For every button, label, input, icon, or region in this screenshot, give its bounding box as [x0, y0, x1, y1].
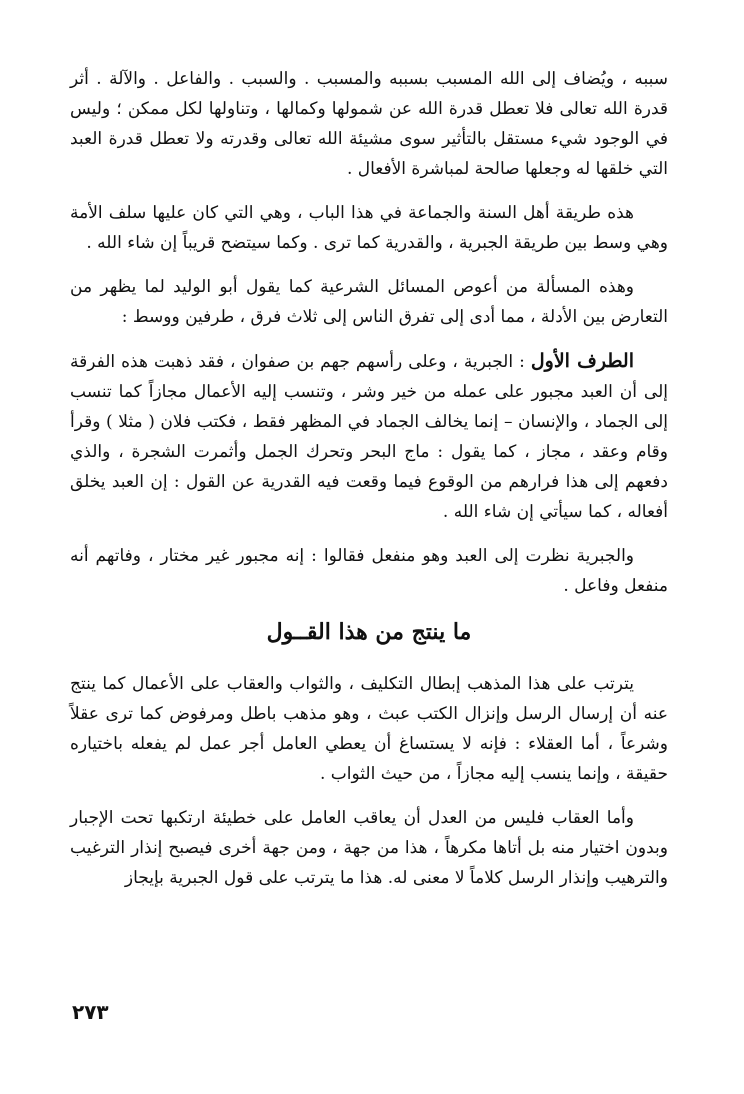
page-number: ٢٧٣ — [72, 1000, 109, 1024]
first-party-lead: الطرف الأول — [530, 350, 634, 372]
paragraph-issue-intro: وهذه المسألة من أعوص المسائل الشرعية كما يقول أبو الوليد لما يظهر من التعارض بين الأدلة ، مما أدى إلى تفرق الناس إلى ثلاث فرق ، طرفين ووسط : — [70, 277, 668, 327]
paragraph-punishment: وأما العقاب فليس من العدل أن يعاقب العامل على خطيئة ارتكبها تحت الإجبار وبدون اختيار منه بل أتاها مكرهاً ، هذا من جهة ، ومن جهة أخرى فيصبح إنذار الترغيب والترهيب وإنذار الرسل كلاماً لا معنى له. هذا ما يترتب على قول الجبرية بإيجاز — [70, 808, 668, 888]
section-heading: ما ينتج من هذا القــول — [266, 619, 472, 645]
document-page — [70, 64, 668, 907]
paragraph-consequences: يترتب على هذا المذهب إبطال التكليف ، والثواب والعقاب على الأعمال كما ينتج عنه أن إرسال الرسل وإنزال الكتب عبث ، وهو مذهب باطل ومرفوض كما ترى عقلاً وشرعاً ، أما العقلاء : فإنه لا يستساغ أن يعطي العامل أجر عمل لم يفعله باختياره حقيقة ، وإنما ينسب إليه مجازاً ، من حيث الثواب . — [70, 674, 668, 784]
paragraph-first-party — [70, 346, 668, 527]
first-party-text: : الجبرية ، وعلى رأسهم جهم بن صفوان ، فقد ذهبت هذه الفرقة إلى أن العبد مجبور على عمله من خير وشر ، وتنسب إليه الأعمال مجازاً كما تنسب إلى الجماد ، والإنسان – إنما يخالف الجماد في المظهر فقط ، فكتب فلان ( مثلا ) وقرأ وقام وعقد ، مجاز ، كما يقول : ماج البحر وتحرك الجمل وأثمرت الشجرة ، والذي دفعهم إلى هذا فرارهم من الوقوع فيما وقعت فيه القدرية عن القول : إن العبد يخلق أفعاله ، كما سيأتي إن شاء الله . — [70, 352, 668, 522]
paragraph-ahl-sunna: هذه طريقة أهل السنة والجماعة في هذا الباب ، وهي التي كان عليها سلف الأمة وهي وسط بين طريقة الجبرية ، والقدرية كما ترى . وكما سيتضح قريباً إن شاء الله . — [70, 203, 668, 253]
paragraph-causation: سببه ، ويُضاف إلى الله المسبب بسببه والمسبب . والسبب . والفاعل . والآلة . أثر قدرة الله تعالى فلا تعطل قدرة الله عن شمولها وكمالها ، وتناولها لكل ممكن ؛ وليس في الوجود شيء مستقل بالتأثير سوى مشيئة الله تعالى وقدرته ولا تعطل قدرة العبد التي خلقها له وجعلها صالحة لمباشرة الأفعال . — [70, 69, 668, 179]
paragraph-jabriya: والجبرية نظرت إلى العبد وهو منفعل فقالوا : إنه مجبور غير مختار ، وفاتهم أنه منفعل وفاعل . — [70, 546, 668, 596]
